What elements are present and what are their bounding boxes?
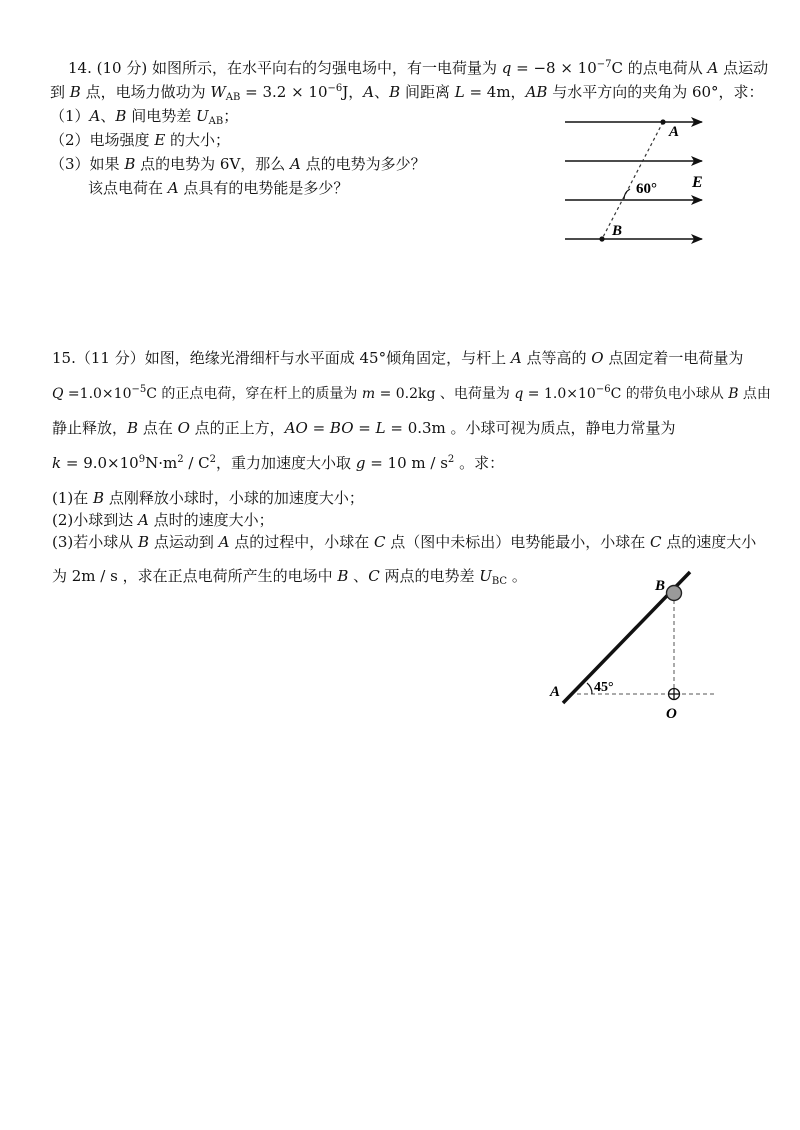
q15-text: 点由 — [738, 386, 771, 402]
q15-var-u: U — [479, 567, 492, 585]
q15-text: 静止释放， — [52, 419, 128, 437]
q15-text: 点的正上方， — [189, 419, 285, 437]
label-a: A — [669, 124, 680, 140]
q15-var-b: B — [93, 489, 105, 507]
q14-var-b: B — [389, 83, 401, 101]
q14-sub-number: （2） — [50, 131, 90, 149]
q15-var-k: k — [52, 454, 62, 472]
q15-var-b: B — [127, 419, 139, 437]
q14-subscript: AB — [225, 92, 241, 103]
q14-sub-number: （1） — [50, 107, 90, 125]
q14-text: 、 — [100, 107, 116, 125]
q15-text: C 的带负电小球从 — [610, 386, 729, 402]
q15-exponent: 2 — [177, 454, 184, 465]
q15-var-a: A — [218, 533, 230, 551]
q15-var-c: C — [368, 567, 380, 585]
q15-exponent: 2 — [447, 454, 455, 465]
q15-text: ，重力加速度大小取 — [216, 454, 356, 472]
q14-text: 间距离 — [400, 83, 455, 101]
q14-text: 、 — [374, 83, 390, 101]
q14-text: J， — [342, 83, 364, 101]
q15-var-o: O — [591, 349, 604, 367]
q15-sub-number: (2) — [52, 511, 74, 529]
q14-text: 如果 — [89, 155, 125, 173]
q14-var-q: q — [501, 59, 512, 77]
q14-exponent: −7 — [596, 59, 612, 70]
q14-text: 间电势差 — [126, 107, 196, 125]
q15-text: 、 — [348, 567, 369, 585]
q14-var-a: A — [363, 83, 375, 101]
q14-text: C 的点电荷从 — [611, 59, 708, 77]
q15-text: 点刚释放小球时，小球的加速度大小； — [104, 489, 364, 507]
q14-var-b: B — [69, 83, 81, 101]
q14-var-a: A — [290, 155, 301, 173]
q14-var-a: A — [707, 59, 719, 77]
label-b: B — [612, 223, 623, 239]
q15-text: 。求： — [454, 454, 505, 472]
q14-var-ab: AB — [525, 83, 548, 101]
q14-text: = 4m， — [464, 83, 526, 101]
q15-text: = 1.0×10 — [523, 386, 596, 402]
label-angle-45: 45° — [594, 680, 614, 695]
q15-var-b: B — [337, 567, 349, 585]
label-o: O — [666, 706, 677, 722]
q15-subscript: BC — [491, 576, 508, 587]
q15-text: 点等高的 — [521, 349, 592, 367]
q15-text: 点运动到 — [149, 533, 219, 551]
q15-var-b: B — [728, 386, 739, 402]
q15-exponent: −5 — [131, 384, 147, 395]
q14-var-b: B — [124, 155, 136, 173]
q15-text: 点在 — [138, 419, 178, 437]
charged-ball-icon — [667, 586, 682, 601]
q14-text: 到 — [50, 83, 70, 101]
q14-text: 的大小； — [165, 131, 231, 149]
q15-var-q: Q — [52, 386, 64, 402]
q15-text: 两点的电势差 — [379, 567, 480, 585]
q15-text: 点时的速度大小； — [148, 511, 274, 529]
q15-text: = 10 m / s — [365, 454, 448, 472]
q15-text: 点的过程中，小球在 — [229, 533, 374, 551]
q14-text: 点的电势为 6V，那么 — [135, 155, 291, 173]
q14-text: 点，电场力做功为 — [80, 83, 211, 101]
label-angle-60: 60° — [636, 181, 657, 197]
q15-var-o: O — [177, 419, 190, 437]
q14-exponent: −6 — [327, 83, 343, 94]
label-a: A — [550, 684, 561, 700]
q14-text: 14. (10 分) 如图所示，在水平向右的匀强电场中，有一电荷量为 — [68, 59, 502, 77]
q15-text: C 的正点电荷，穿在杆上的质量为 — [146, 386, 362, 402]
q15-equation: AO = BO = L — [284, 419, 386, 437]
q15-text: 小球到达 — [73, 511, 139, 529]
q15-text: 点固定着一电荷量为 — [603, 349, 744, 367]
q15-text: / C — [183, 454, 210, 472]
q14-text: 与水平方向的夹角为 60°，求： — [547, 83, 764, 101]
q14-text: ； — [223, 107, 239, 125]
q15-exponent: 2 — [209, 454, 217, 465]
q14-text: 点具有的电势能是多少？ — [178, 179, 349, 197]
q14-text: 点的电势为多少？ — [300, 155, 426, 173]
q14-subscript: AB — [208, 116, 224, 127]
q15-text: 为 2m / s ，求在正点电荷所产生的电场中 — [52, 567, 338, 585]
q14-var-a: A — [167, 179, 179, 197]
angle-arc-45 — [587, 683, 592, 694]
q15-var-c: C — [650, 533, 662, 551]
q15-exponent: 9 — [138, 454, 146, 465]
q14-text: = 3.2 × 10 — [240, 83, 328, 101]
q15-exponent: −6 — [595, 384, 611, 395]
q15-sub-number: (3) — [52, 533, 74, 551]
q15-var-m: m — [361, 386, 376, 402]
q14-text: 该点电荷在 — [88, 179, 168, 197]
q15-text: 若小球从 — [73, 533, 139, 551]
q15-text: 。 — [507, 567, 527, 585]
q15-sub-number: (1) — [52, 489, 74, 507]
q14-text: 点运动 — [718, 59, 769, 77]
q15-text: =1.0×10 — [63, 386, 132, 402]
q14-text: = −8 × 10 — [511, 59, 597, 77]
q14-sub-number: （3） — [50, 155, 90, 173]
q15-text: 在 — [73, 489, 94, 507]
q15-var-b: B — [138, 533, 150, 551]
q15-text: = 9.0×10 — [61, 454, 139, 472]
q15-var-a: A — [510, 349, 522, 367]
q14-var-e: E — [154, 131, 166, 149]
q15-var-a: A — [138, 511, 149, 529]
q15-var-q: q — [514, 386, 524, 402]
q15-text: N·m — [145, 454, 178, 472]
q15-text: 点的速度大小 — [661, 533, 757, 551]
q14-var-a: A — [89, 107, 101, 125]
label-e: E — [692, 174, 703, 191]
q15-text: 15.（11 分）如图，绝缘光滑细杆与水平面成 45°倾角固定，与杆上 — [52, 349, 511, 367]
q14-var-b: B — [115, 107, 127, 125]
q15-text: 点（图中未标出）电势能最小，小球在 — [385, 533, 651, 551]
q14-var-w: W — [210, 83, 226, 101]
label-b: B — [655, 578, 666, 594]
q14-var-u: U — [195, 107, 209, 125]
q15-text: = 0.3m 。小球可视为质点，静电力常量为 — [385, 419, 676, 437]
q14-var-l: L — [454, 83, 465, 101]
q15-var-g: g — [355, 454, 366, 472]
q15-var-c: C — [374, 533, 386, 551]
q14-text: 电场强度 — [89, 131, 155, 149]
q15-text: = 0.2kg 、电荷量为 — [375, 386, 515, 402]
